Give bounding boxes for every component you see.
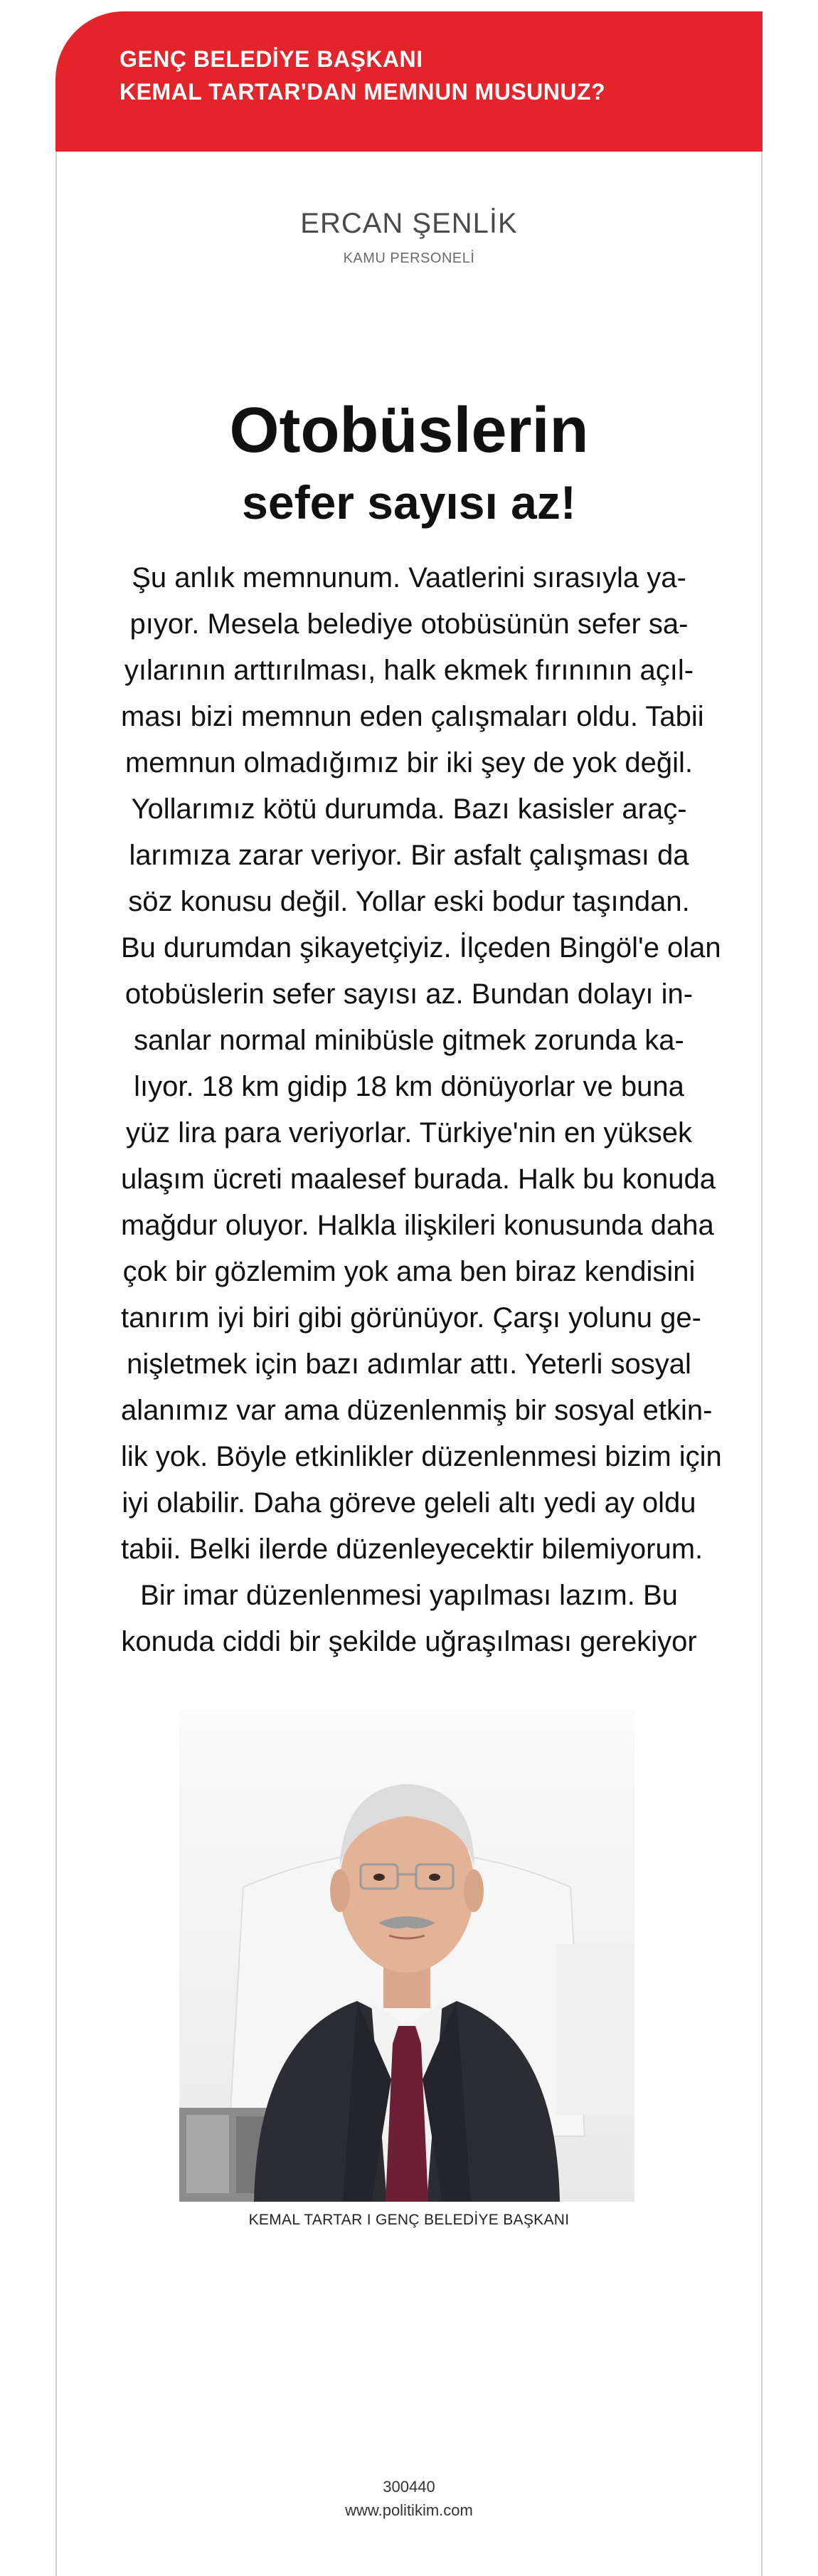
headline-line-1: Otobüslerin — [229, 395, 589, 466]
mayor-portrait-photo — [179, 1709, 634, 2202]
author-name: ERCAN ŞENLİK — [300, 208, 518, 239]
body-line: Bu durumdan şikayetçiyiz. İlçeden Bingöl'e olan — [121, 932, 721, 964]
body-line: pıyor. Mesela belediye otobüsünün sefer sa- — [129, 608, 689, 640]
body-line: ması bizi memnun eden çalışmaları oldu. Tabii — [121, 701, 704, 732]
body-line: Şu anlık memnunum. Vaatlerini sırasıyla ya- — [132, 562, 686, 593]
body-line: larımıza zarar veriyor. Bir asfalt çalışması da — [129, 840, 689, 871]
page-number: 300440 — [383, 2478, 435, 2496]
portrait-illustration — [179, 1709, 634, 2202]
body-line: söz konusu değil. Yollar eski bodur taşından. — [128, 886, 690, 917]
body-line: memnun olmadığımız bir iki şey de yok değil. — [124, 747, 694, 778]
body-line: lik yok. Böyle etkinlikler düzenlenmesi bizim için — [121, 1441, 722, 1472]
website-link[interactable]: www.politikim.com — [345, 2501, 473, 2519]
body-line: ulaşım ücreti maalesef burada. Halk bu konuda — [121, 1163, 716, 1195]
body-line: Bir imar düzenlenmesi yapılması lazım. Bu — [140, 1580, 678, 1611]
photo-caption: KEMAL TARTAR I GENÇ BELEDİYE BAŞKANI — [248, 2212, 570, 2228]
body-line: tanırım iyi biri gibi görünüyor. Çarşı yolunu ge- — [121, 1302, 701, 1334]
headline-line-2: sefer sayısı az! — [242, 476, 576, 529]
title-banner — [55, 11, 763, 152]
article-body — [121, 555, 722, 1665]
body-line: mağdur oluyor. Halkla ilişkileri konusunda daha — [121, 1210, 714, 1241]
body-line: alanımız var ama düzenlenmiş bir sosyal etkin- — [121, 1395, 713, 1426]
body-line: tabii. Belki ilerde düzenleyecektir bilemiyorum. — [121, 1534, 703, 1565]
banner-line-1: GENÇ BELEDİYE BAŞKANI — [119, 46, 423, 72]
body-line: otobüslerin sefer sayısı az. Bundan dolayı in- — [124, 978, 694, 1010]
body-line: nişletmek için bazı adımlar attı. Yeterli sosyal — [127, 1348, 691, 1380]
body-line: sanlar normal minibüsle gitmek zorunda ka- — [134, 1025, 684, 1056]
body-line: yüz lira para veriyorlar. Türkiye'nin en yüksek — [125, 1117, 693, 1149]
body-line: çok bir gözlemim yok ama ben biraz kendisini — [122, 1256, 696, 1287]
body-line: Yollarımız kötü durumda. Bazı kasisler araç- — [131, 793, 687, 825]
body-line: iyi olabilir. Daha göreve geleli altı yedi ay oldu — [122, 1487, 696, 1519]
body-line: lıyor. 18 km gidip 18 km dönüyorlar ve buna — [134, 1071, 684, 1102]
body-line: yılarının arttırılması, halk ekmek fırınının açıl- — [124, 655, 694, 686]
author-role: KAMU PERSONELİ — [343, 250, 475, 266]
body-line: konuda ciddi bir şekilde uğraşılması gerekiyor — [121, 1626, 697, 1657]
banner-line-2: KEMAL TARTAR'DAN MEMNUN MUSUNUZ? — [119, 79, 606, 105]
